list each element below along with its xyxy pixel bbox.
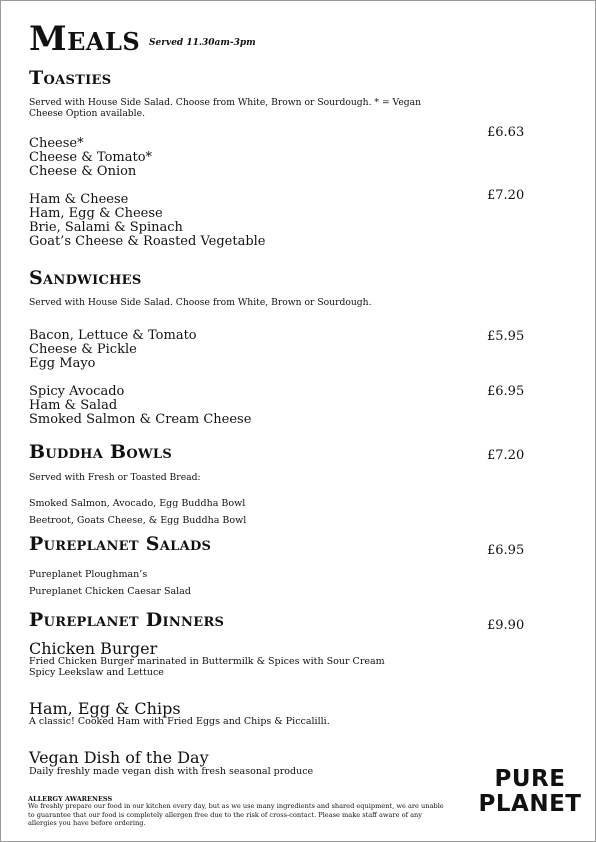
toasties-group-2 — [29, 193, 266, 249]
menu-item: Smoked Salmon & Cream Cheese — [29, 412, 252, 427]
menu-item: Ham & Salad — [29, 398, 118, 413]
toasties-note: Served with House Side Salad. Choose from White, Brown or Sourdough. * = Vegan Cheese Option available. — [29, 97, 422, 119]
menu-item: Pureplanet Chicken Caesar Salad — [29, 586, 191, 597]
section-heading-salads: Pureplanet Salads — [29, 533, 212, 555]
allergy-text: We freshly prepare our food in our kitchen every day, but as we use many ingredients and shared equipment, we are unable to guarantee that our food is completely allergen free due to the risk of cross-contact. Please make staff aware of any allergies you have before ordering. — [28, 802, 444, 828]
dish-name: Vegan Dish of the Day — [29, 748, 209, 767]
buddha-note: Served with Fresh or Toasted Bread: — [29, 472, 201, 483]
buddha-items — [29, 495, 246, 529]
dish-name: Chicken Burger — [29, 639, 158, 658]
menu-item: Egg Mayo — [29, 356, 96, 371]
price: £7.20 — [487, 448, 525, 463]
menu-item: Smoked Salmon, Avocado, Egg Buddha Bowl — [29, 498, 246, 509]
price: £7.20 — [487, 188, 525, 203]
section-heading-dinners: Pureplanet Dinners — [29, 609, 225, 631]
dish-description-line: Spicy Leekslaw and Lettuce — [29, 667, 164, 678]
price: £6.63 — [487, 125, 525, 140]
sandwiches-group-1 — [29, 329, 197, 371]
pureplanet-logo — [478, 767, 582, 819]
dish-description — [29, 716, 330, 727]
section-heading-toasties: Toasties — [29, 67, 112, 89]
price: £9.90 — [487, 618, 525, 633]
menu-item: Beetroot, Goats Cheese, & Egg Buddha Bowl — [29, 515, 247, 526]
price: £6.95 — [487, 543, 525, 558]
price: £6.95 — [487, 384, 525, 399]
price: £5.95 — [487, 329, 525, 344]
salads-items — [29, 566, 191, 600]
menu-item: Cheese & Pickle — [29, 342, 137, 357]
section-heading-sandwiches: Sandwiches — [29, 267, 142, 289]
menu-item: Brie, Salami & Spinach — [29, 220, 183, 235]
logo-line: PLANET — [478, 791, 582, 817]
dish-description-line: A classic! Cooked Ham with Fried Eggs and Chips & Piccalilli. — [29, 716, 330, 727]
menu-item: Goat’s Cheese & Roasted Vegetable — [29, 234, 266, 249]
dish-description-line: Fried Chicken Burger marinated in Buttermilk & Spices with Sour Cream — [29, 656, 385, 667]
section-heading-buddha-bowls: Buddha Bowls — [29, 441, 173, 463]
menu-item: Bacon, Lettuce & Tomato — [29, 328, 197, 343]
menu-item: Cheese* — [29, 136, 84, 151]
sandwiches-group-2 — [29, 385, 251, 427]
page-title: Meals — [29, 19, 141, 59]
menu-item: Spicy Avocado — [29, 384, 125, 399]
menu-item: Pureplanet Ploughman’s — [29, 569, 148, 580]
dish-name: Ham, Egg & Chips — [29, 699, 181, 718]
dish-description-line: Daily freshly made vegan dish with fresh seasonal produce — [29, 766, 314, 777]
menu-item: Ham, Egg & Cheese — [29, 206, 163, 221]
dish-description — [29, 656, 385, 678]
dish-description — [29, 766, 313, 777]
serving-hours: Served 11.30am-3pm — [149, 38, 256, 48]
menu-item: Cheese & Tomato* — [29, 150, 153, 165]
menu-item: Cheese & Onion — [29, 164, 137, 179]
logo-line: PURE — [494, 766, 566, 792]
menu-item: Ham & Cheese — [29, 192, 129, 207]
allergy-title: ALLERGY AWARENESS — [28, 795, 113, 803]
toasties-group-1 — [29, 137, 152, 179]
sandwiches-note: Served with House Side Salad. Choose from White, Brown or Sourdough. — [29, 297, 372, 308]
